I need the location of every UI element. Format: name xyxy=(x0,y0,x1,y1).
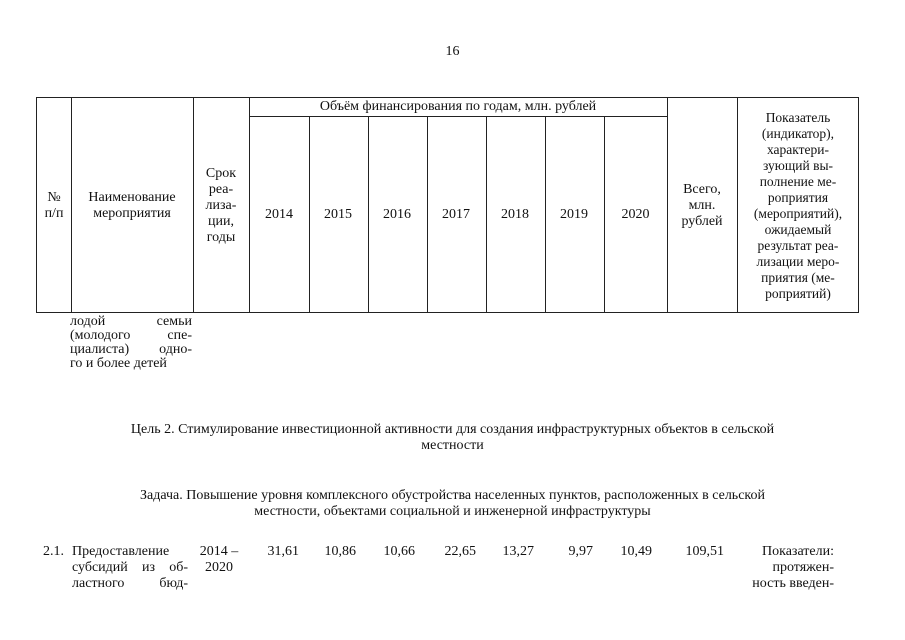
row-name: Предоставление субсидий из об- ластного бюд- xyxy=(72,544,188,591)
year-2014: 2014 xyxy=(265,207,293,222)
funding-title: Объём финансирования по годам, млн. рублей xyxy=(319,99,597,114)
value-2015: 10,86 xyxy=(324,544,356,559)
year-2020: 2020 xyxy=(621,207,650,222)
year-2019: 2019 xyxy=(560,207,588,222)
year-2018: 2018 xyxy=(501,207,529,222)
value-2019: 9,97 xyxy=(568,544,593,559)
col-num-header: № п/п xyxy=(44,190,64,221)
value-2017: 22,65 xyxy=(444,544,476,559)
row-number: 2.1. xyxy=(43,544,64,559)
table-header xyxy=(36,97,859,313)
col-total-header: Всего, млн. рублей xyxy=(681,182,723,229)
goal-heading: Цель 2. Стимулирование инвестиционной активности для создания инфраструктурных объектов в сельской местности xyxy=(130,422,775,453)
page-number: 16 xyxy=(445,44,460,59)
row-period: 2014 – 2020 xyxy=(199,544,239,575)
value-2018: 13,27 xyxy=(502,544,534,559)
col-period-header: Срок реа- лиза- ции, годы xyxy=(205,166,237,245)
task-heading: Задача. Повышение уровня комплексного обустройства населенных пунктов, расположенных в сельской местности, объектами социальной и инженерной инфраструктуры xyxy=(140,488,765,519)
year-2015: 2015 xyxy=(324,207,352,222)
value-total: 109,51 xyxy=(685,544,724,559)
continued-name-text: лодой семьи (молодого спе- циалиста) одно- го и более детей xyxy=(70,314,192,371)
row-indicator: Показатели: протяжен- ность введен- xyxy=(752,544,834,591)
col-indicator-header: Показатель (индикатор), характери- зующий вы- полнение ме- роприятия (мероприятий), ожидаемый результат реа- лизации меро- приятия (ме- роприятий) xyxy=(753,110,843,301)
value-2020: 10,49 xyxy=(620,544,652,559)
value-2014: 31,61 xyxy=(267,544,299,559)
year-2017: 2017 xyxy=(442,207,470,222)
value-2016: 10,66 xyxy=(383,544,415,559)
year-2016: 2016 xyxy=(383,207,411,222)
col-name-header: Наименование мероприятия xyxy=(88,190,176,221)
